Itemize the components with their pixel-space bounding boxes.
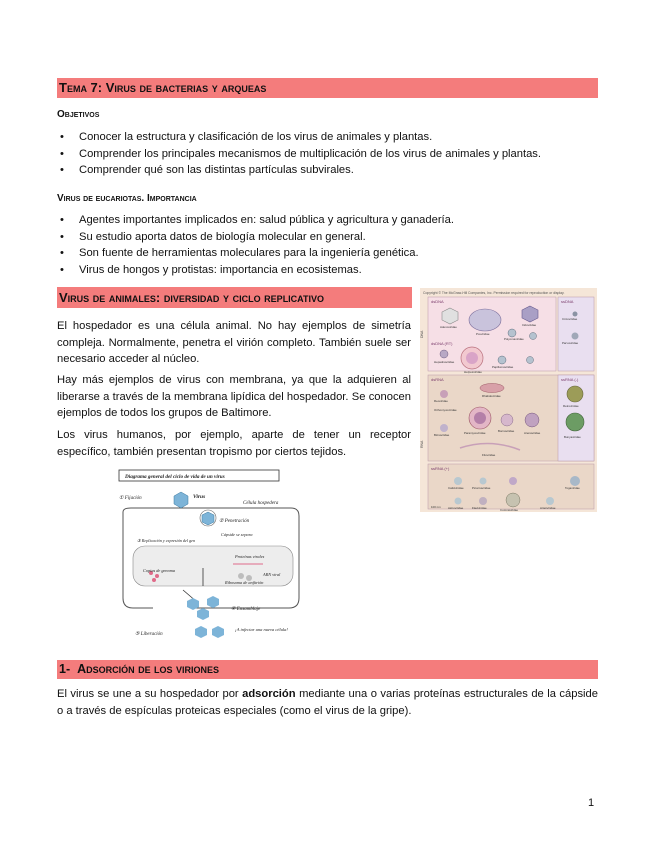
- ribosome-label: Ribosoma de anfitrión: [225, 580, 264, 585]
- family-label: Orthomyxoviridae: [434, 408, 457, 412]
- section-heading: [57, 660, 598, 679]
- family-label: Coronaviridae: [500, 508, 518, 512]
- family-label: Togaviridae: [565, 486, 580, 490]
- list-item: • Conocer la estructura y clasificación de los virus de animales y plantas.: [57, 129, 541, 146]
- figure-copyright: Copyright © The McGraw-Hill Companies, Inc. Permission required for reproduction or display.: [423, 291, 565, 295]
- paragraph: El virus se une a su hospedador por adsorción mediante una o varias proteínas estructurales de la cápside o a través de espículas proteicas especiales (como el virus de la gripe).: [57, 688, 598, 717]
- virus-life-cycle-figure: [113, 468, 308, 646]
- section-label: dsDNA: [431, 299, 444, 304]
- family-label: Adenoviridae: [440, 325, 457, 329]
- reinfect-label: ¡A infectar una nueva célula!: [235, 627, 288, 632]
- list-item: • Son fuente de herramientas moleculares para la ingeniería genética.: [57, 245, 454, 262]
- rna-label: ARN viral: [263, 572, 281, 577]
- importancia-list: [57, 212, 454, 278]
- virus-families-figure: [420, 288, 597, 512]
- capsid-label: Cápside se separa: [221, 532, 253, 537]
- section-label: ssDNA: [561, 299, 574, 304]
- family-label: Hepadnaviridae: [434, 360, 455, 364]
- step-label: ④ Ensamblaje: [231, 607, 261, 612]
- family-label: Circoviridae: [562, 317, 578, 321]
- family-label: Arenaviridae: [524, 431, 541, 435]
- section-label: dsDNA (RT): [431, 341, 453, 346]
- section-number: 1-: [59, 662, 71, 676]
- page-number: 1: [588, 797, 595, 809]
- family-label: Astroviridae: [448, 506, 464, 510]
- family-label: Papillomaviridae: [492, 365, 514, 369]
- dna-label: DNA: [420, 330, 424, 338]
- family-label: Poxviridae: [476, 332, 490, 336]
- keyword: adsorción: [242, 688, 296, 700]
- family-label: Flaviviridae: [472, 506, 487, 510]
- family-label: Picornaviridae: [472, 486, 491, 490]
- family-label: Birnaviridae: [434, 433, 450, 437]
- family-label: Caliciviridae: [448, 486, 464, 490]
- objetivos-list: [57, 129, 541, 179]
- list-item: • Comprender qué son las distintas partículas subvirales.: [57, 162, 541, 179]
- paragraph: El hospedador es una célula animal. No hay ejemplos de simetría compleja. Normalmente, penetra el virión completo. También suele ser necesario acceder al núcleo.: [57, 320, 411, 365]
- family-label: Iridoviridae: [522, 323, 537, 327]
- list-item: • Virus de hongos y protistas: importancia en ecosistemas.: [57, 262, 454, 279]
- diagram-title: Diagrama general del ciclo de vida de un virus: [125, 474, 225, 480]
- family-label: Retroviridae: [563, 404, 579, 408]
- family-label: Parvoviridae: [562, 341, 579, 345]
- family-label: Bornaviridae: [498, 429, 515, 433]
- family-label: Arteriviridae: [540, 506, 556, 510]
- section-heading: Virus de animales: diversidad y ciclo replicativo: [57, 287, 412, 308]
- list-item: • Agentes importantes implicados en: salud pública y agricultura y ganadería.: [57, 212, 454, 229]
- step-label: ① Fijación: [119, 496, 142, 501]
- paragraph: Hay más ejemplos de virus con membrana, ya que la adquieren al liberarse a través de la membrana lipídica del hospedador. Se conocen ejemplos de todos los grupos de Baltimore.: [57, 374, 411, 419]
- family-label: Rhabdoviridae: [482, 394, 501, 398]
- family-label: Polyomaviridae: [504, 337, 524, 341]
- section-label: ssRNA (+): [431, 466, 450, 471]
- step-label: ⑤ Liberación: [135, 632, 163, 637]
- virus-label: Virus: [193, 494, 206, 500]
- family-label: Paramyxoviridae: [464, 431, 486, 435]
- section-label: ssRNA (-): [561, 377, 579, 382]
- list-item: • Comprender los principales mecanismos de multiplicación de los virus de animales y plantas.: [57, 146, 541, 163]
- family-label: Bunyaviridae: [564, 435, 581, 439]
- section-title: Adsorción de los viriones: [77, 662, 220, 676]
- host-cell-label: Célula hospedera: [243, 501, 279, 506]
- step-label: ③ Replicación y expresión del gen: [137, 538, 196, 543]
- section-label: dsRNA: [431, 377, 444, 382]
- paragraph: Los virus humanos, por ejemplo, aparte de tener un receptor específico, también presentan tropismo por ciertos tejidos.: [57, 429, 411, 458]
- scale-label: 100 nm: [431, 505, 441, 509]
- objetivos-heading: Objetivos: [57, 109, 100, 120]
- family-label: Filoviridae: [482, 453, 496, 457]
- family-label: Reoviridae: [434, 399, 448, 403]
- step-label: ② Penetración: [219, 519, 250, 524]
- proteins-label: Proteínas virales: [235, 554, 265, 559]
- chapter-heading: Tema 7: Virus de bacterias y arqueas: [57, 78, 598, 98]
- genome-copies-label: Copias de genoma: [143, 568, 175, 573]
- list-item: • Su estudio aporta datos de biología molecular en general.: [57, 229, 454, 246]
- importancia-heading: Virus de eucariotas. Importancia: [57, 193, 197, 204]
- rna-label: RNA: [420, 440, 424, 448]
- family-label: Herpesviridae: [464, 370, 482, 374]
